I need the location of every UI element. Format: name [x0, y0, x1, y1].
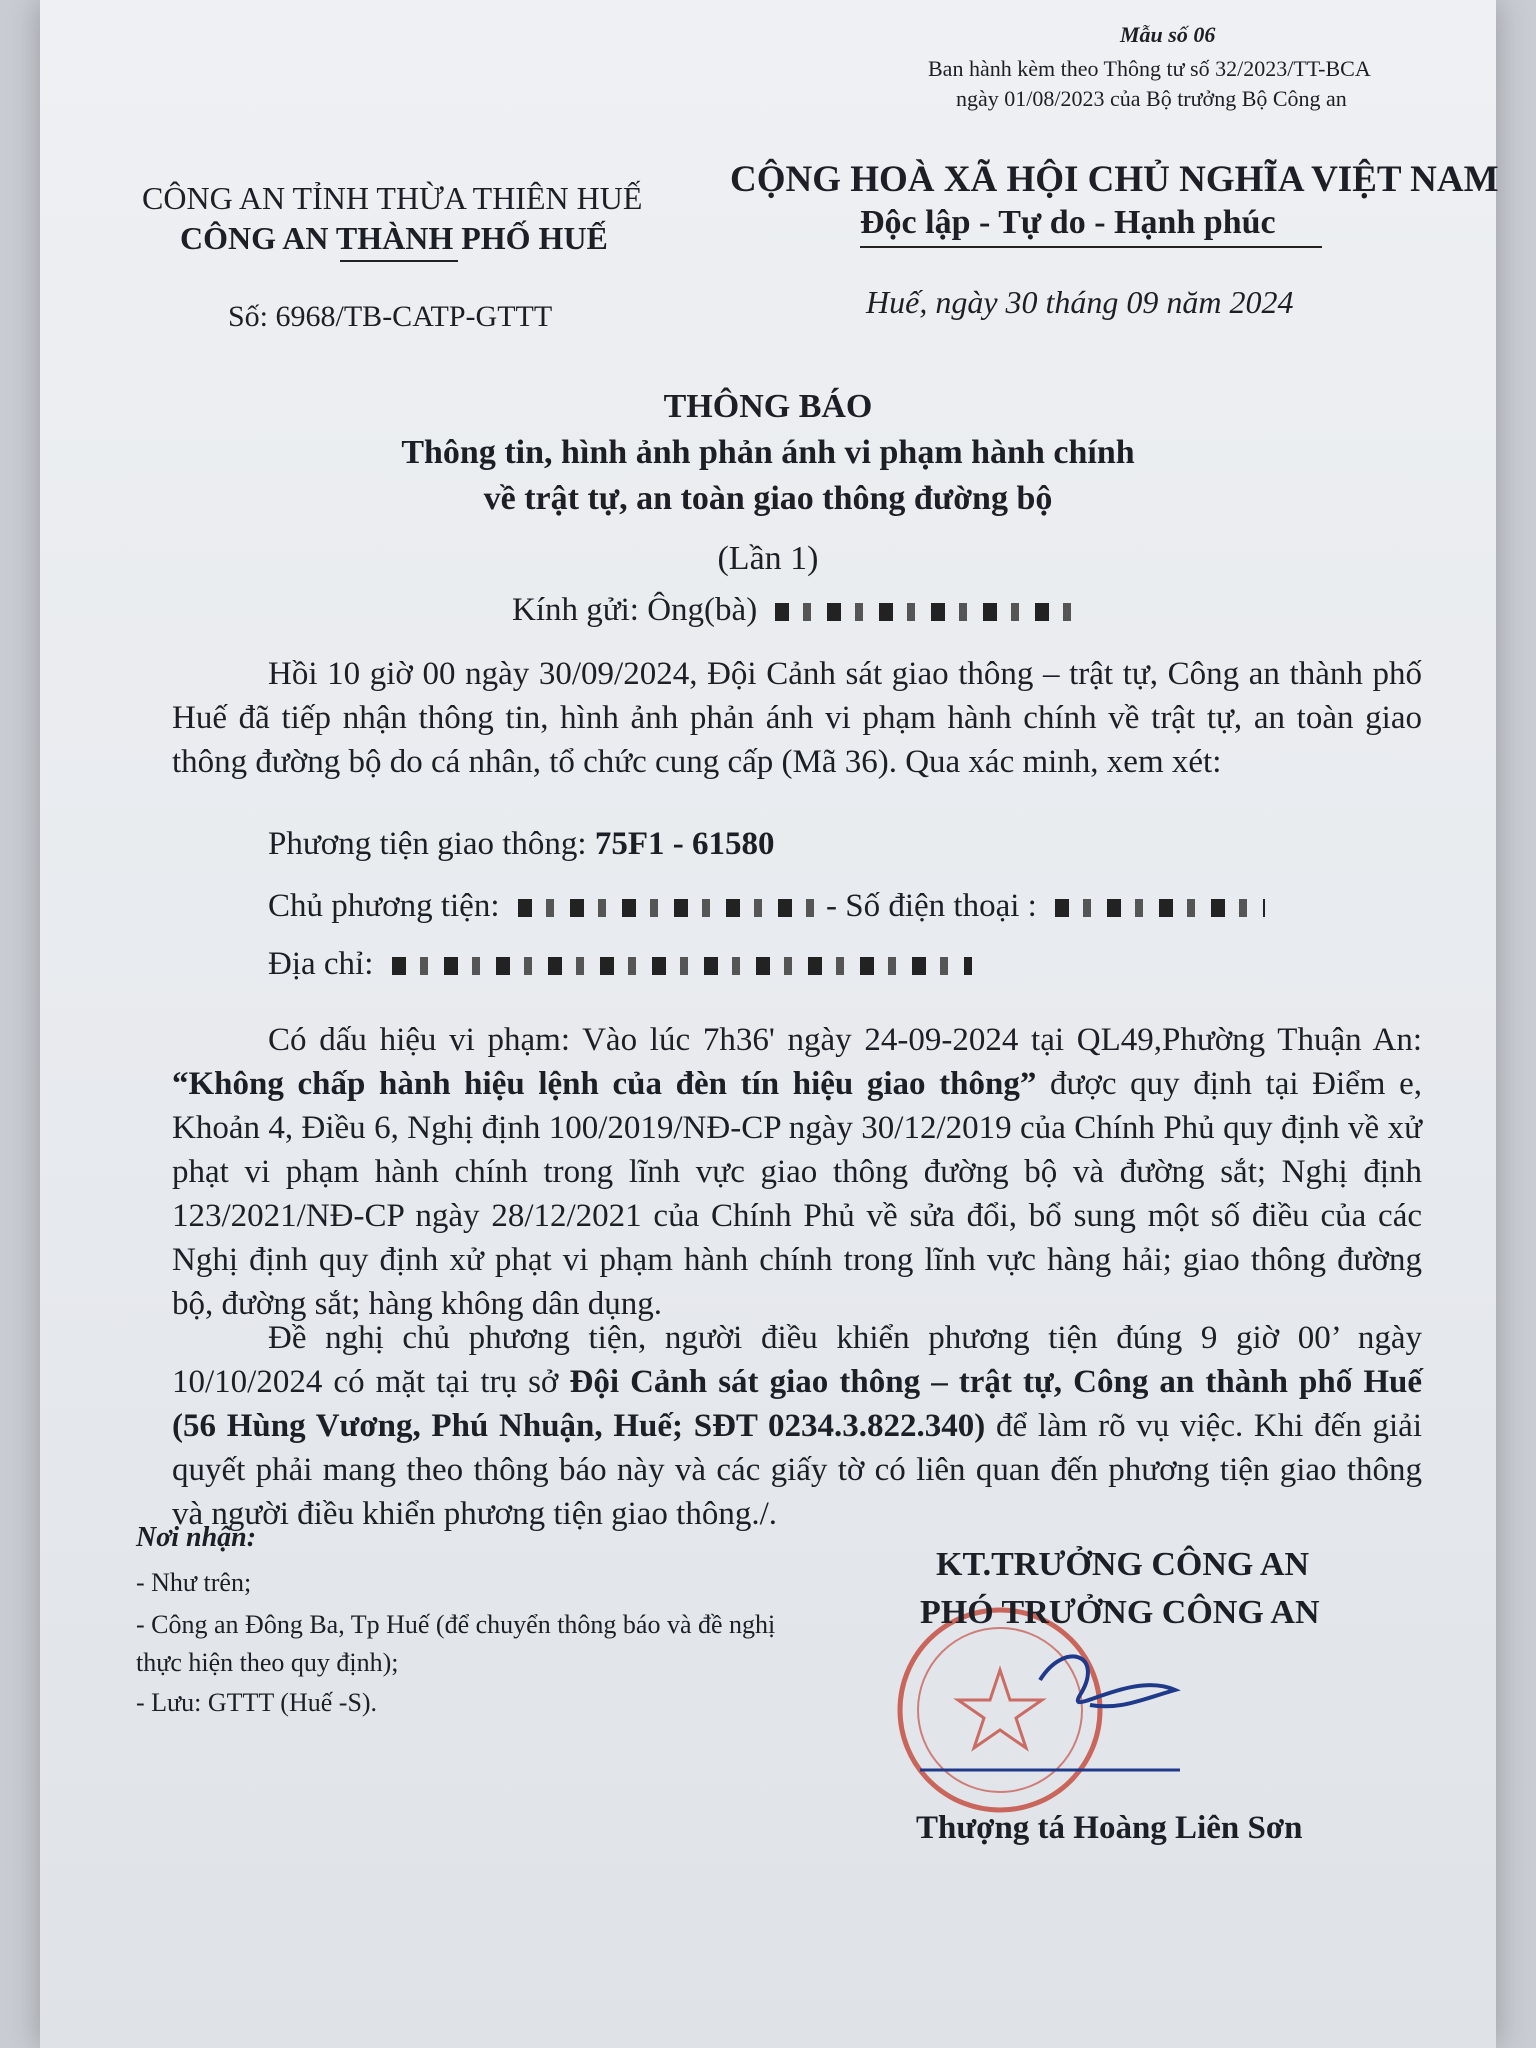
paragraph-violation — [172, 1018, 1422, 1326]
form-number: Mẫu số 06 — [1120, 22, 1216, 47]
violation-offense: “Không chấp hành hiệu lệnh của đèn tín hiệu giao thông” — [172, 1066, 1037, 1102]
issuing-agency: CÔNG AN THÀNH PHỐ HUẾ — [180, 220, 608, 256]
redacted-address — [392, 957, 972, 975]
form-reference-line-2: ngày 01/08/2023 của Bộ trưởng Bộ Công an — [956, 86, 1347, 111]
form-reference-line-1: Ban hành kèm theo Thông tư số 32/2023/TT-BCA — [928, 56, 1371, 81]
national-title: CỘNG HOÀ XÃ HỘI CHỦ NGHĨA VIỆT NAM — [730, 159, 1499, 200]
handwritten-signature — [1040, 1656, 1175, 1706]
redacted-name — [775, 603, 1075, 621]
vehicle-label: Phương tiện giao thông: — [268, 826, 587, 862]
violation-legal-basis: được quy định tại Điểm e, Khoản 4, Điều 6, Nghị định 100/2019/NĐ-CP ngày 30/12/2019 của Chính Phủ quy định về xử phạt vi phạm hành chính trong lĩnh vực giao thông đường bộ và đường sắt; Nghị định 123/2021/NĐ-CP ngày 28/12/2021 của Chính Phủ về sửa đổi, bổ sung một số điều của các Nghị định quy định xử phạt vi phạm hành chính trong lĩnh vực hàng hải; giao thông đường bộ, đường sắt; hàng không dân dụng. — [172, 1066, 1422, 1322]
owner-label: Chủ phương tiện: — [268, 888, 500, 924]
recipient-item: - Lưu: GTTT (Huế -S). — [136, 1688, 378, 1717]
notice-round: (Lần 1) — [717, 540, 819, 577]
request-rest: để làm rõ vụ việc. Khi đến giải quyết phải mang theo thông báo này và các giấy tờ có liên quan đến phương tiện giao thông và người điều khiển phương tiện giao thông./. — [172, 1408, 1422, 1532]
vehicle-line — [268, 826, 774, 863]
vehicle-plate: 75F1 - 61580 — [594, 826, 775, 862]
recipients-title: Nơi nhận: — [136, 1522, 257, 1553]
document-page — [40, 0, 1499, 2048]
greeting-line — [512, 592, 1075, 629]
document-subtitle-2: về trật tự, an toàn giao thông đường bộ — [483, 480, 1053, 517]
paragraph-intro: Hồi 10 giờ 00 ngày 30/09/2024, Đội Cảnh sát giao thông – trật tự, Công an thành phố Huế đã tiếp nhận thông tin, hình ảnh phản ánh vi phạm hành chính về trật tự, an toàn giao thông đường bộ do cá nhân, tổ chức cung cấp (Mã 36). Qua xác minh, xem xét: — [172, 656, 1422, 780]
request-place: Đội Cảnh sát giao thông – trật tự, Công an thành phố Huế (56 Hùng Vương, Phú Nhuận, Huế; SĐT 0234.3.822.340) — [172, 1364, 1422, 1444]
document-title: THÔNG BÁO — [663, 388, 873, 425]
paragraph-request — [172, 1316, 1422, 1536]
request-intro: Đề nghị chủ phương tiện, người điều khiển phương tiện đúng 9 giờ 00’ ngày 10/10/2024 có mặt tại trụ sở — [172, 1320, 1422, 1400]
motto-underline — [860, 246, 1322, 248]
recipient-item: - Công an Đông Ba, Tp Huế (để chuyển thông báo và đề nghị thực hiện theo quy định); — [136, 1610, 776, 1677]
greeting-label: Kính gửi: Ông(bà) — [512, 592, 758, 628]
violation-intro: Có dấu hiệu vi phạm: Vào lúc 7h36' ngày 24-09-2024 tại QL49,Phường Thuận An: — [268, 1022, 1422, 1058]
national-motto: Độc lập - Tự do - Hạnh phúc — [860, 204, 1276, 241]
agency-underline — [340, 260, 458, 262]
parent-agency: CÔNG AN TỈNH THỪA THIÊN HUẾ — [142, 180, 643, 216]
official-seal-stamp — [890, 1600, 1190, 1820]
signer-name: Thượng tá Hoàng Liên Sơn — [916, 1810, 1303, 1846]
phone-label: - Số điện thoại : — [826, 888, 1037, 924]
dateline: Huế, ngày 30 tháng 09 năm 2024 — [866, 284, 1294, 320]
recipient-item: - Như trên; — [136, 1568, 252, 1597]
signature-title-1: KT.TRƯỞNG CÔNG AN — [936, 1546, 1310, 1583]
address-label: Địa chỉ: — [268, 946, 374, 982]
document-number: Số: 6968/TB-CATP-GTTT — [228, 300, 553, 333]
document-subtitle-1: Thông tin, hình ảnh phản ánh vi phạm hành chính — [401, 434, 1135, 471]
redacted-owner — [518, 899, 818, 917]
address-line — [268, 946, 972, 983]
redacted-phone — [1055, 899, 1265, 917]
signature-title-2: PHÓ TRƯỞNG CÔNG AN — [920, 1594, 1320, 1631]
owner-line — [268, 888, 1265, 925]
